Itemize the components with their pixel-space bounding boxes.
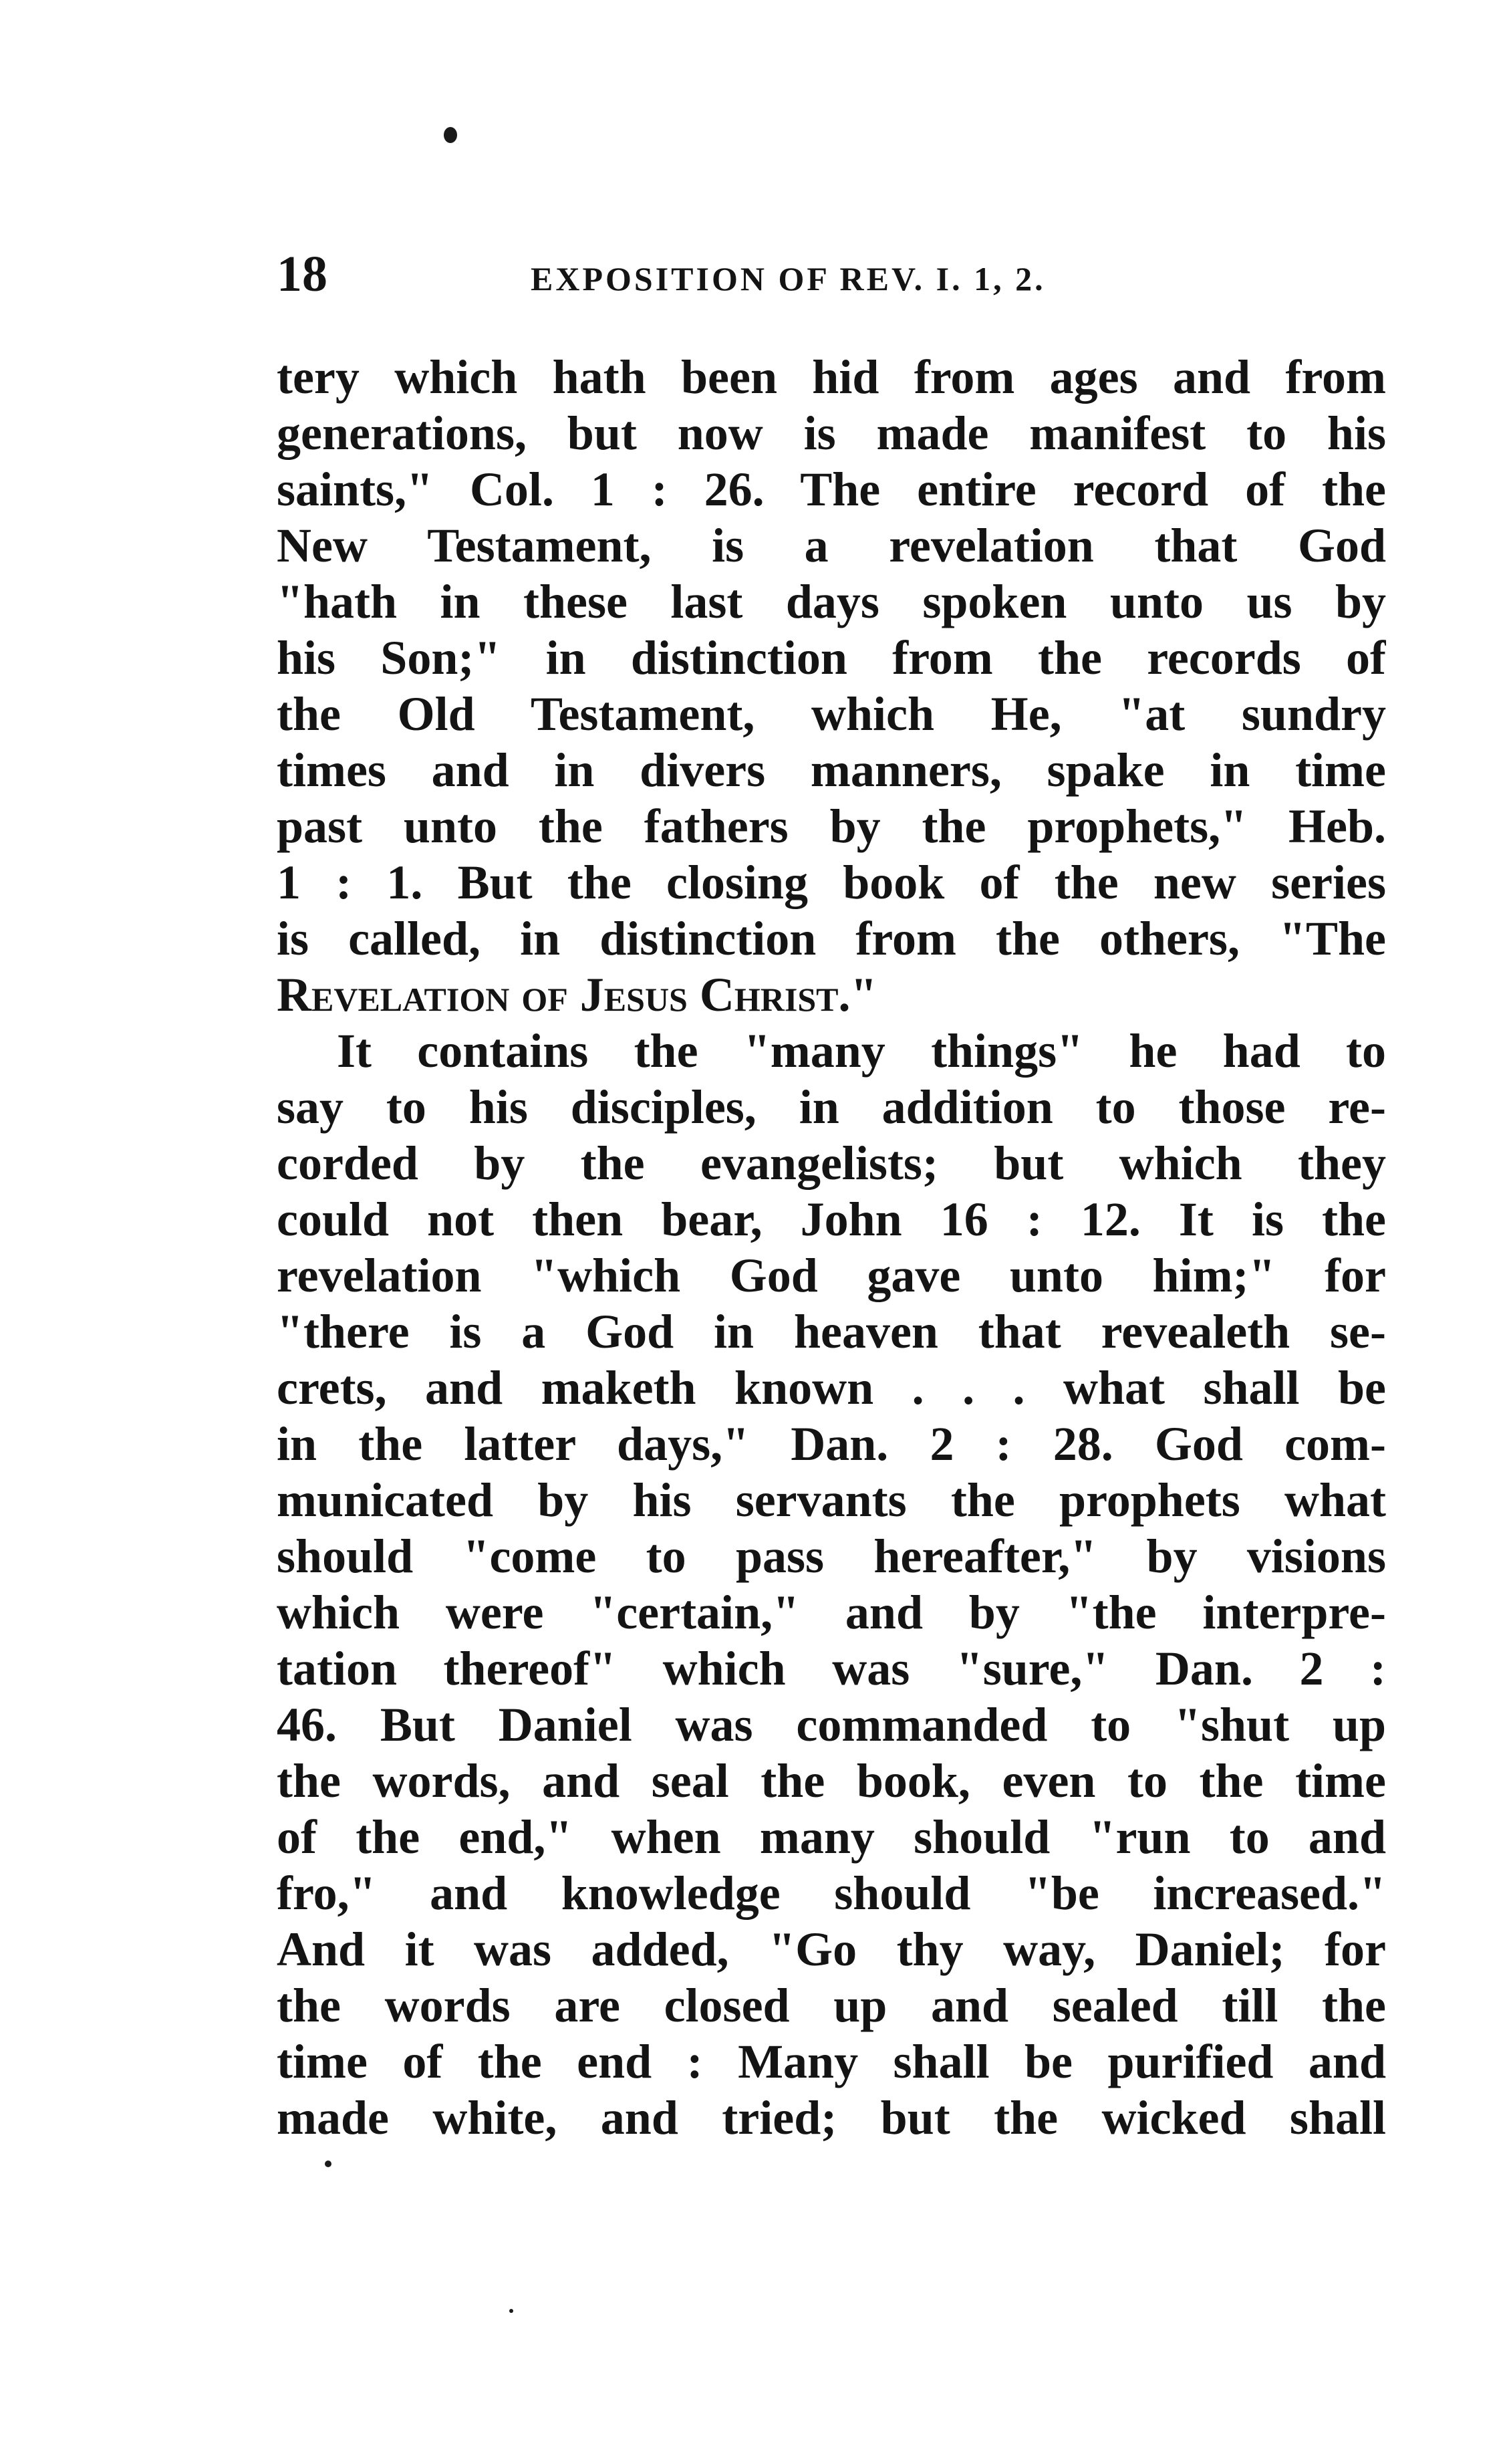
text-line: the words are closed up and sealed till the [277,1979,1386,2032]
text-line: of the end," when many should "run to and [277,1810,1386,1864]
page-header [277,241,1386,307]
text-line: saints," Col. 1 : 26. The entire record of the [277,463,1386,516]
text-line: municated by his servants the prophets what [277,1473,1386,1527]
text-line: revelation "which God gave unto him;" for [277,1249,1386,1302]
text-line: could not then bear, John 16 : 12. It is the [277,1193,1386,1246]
text-line: crets, and maketh known . . . what shall be [277,1361,1386,1414]
ink-speck-bottom-small [509,2309,513,2313]
text-line: the Old Testament, which He, "at sundry [277,687,1386,741]
text-line: corded by the evangelists; but which they [277,1136,1386,1190]
body-text [277,349,1386,2146]
text-line: 46. But Daniel was commanded to "shut up [277,1698,1386,1751]
text-line: times and in divers manners, spake in time [277,743,1386,797]
text-line: New Testament, is a revelation that God [277,519,1386,572]
text-line: "there is a God in heaven that revealeth se- [277,1305,1386,1358]
text-line: tery which hath been hid from ages and from [277,350,1386,404]
text-line: fro," and knowledge should "be increased." [277,1866,1386,1920]
text-line: 1 : 1. But the closing book of the new series [277,856,1386,909]
text-line: the words, and seal the book, even to the time [277,1754,1386,1808]
text-line: time of the end : Many shall be purified and [277,2035,1386,2088]
ink-speck-top [444,127,457,143]
text-line: is called, in distinction from the others, "The [277,912,1386,965]
text-line: his Son;" in distinction from the records of [277,631,1386,685]
text-line: And it was added, "Go thy way, Daniel; for [277,1923,1386,1976]
text-line: in the latter days," Dan. 2 : 28. God com- [277,1417,1386,1471]
text-line: "hath in these last days spoken unto us by [277,575,1386,628]
ink-speck-bottom [325,2161,331,2167]
text-line: should "come to pass hereafter," by visions [277,1529,1386,1583]
text-line: say to his disciples, in addition to those re- [277,1080,1386,1134]
page-number: 18 [277,246,327,302]
text-line: which were "certain," and by "the interpre- [277,1586,1386,1639]
text-line: generations, but now is made manifest to his [277,406,1386,460]
paragraph-start-line: It contains the "many things" he had to [337,1024,1386,1078]
text-line: made white, and tried; but the wicked shall [277,2091,1386,2144]
text-line: tation thereof" which was "sure," Dan. 2 : [277,1642,1386,1695]
running-head: EXPOSITION OF REV. I. 1, 2. [531,260,1046,297]
text-line: past unto the fathers by the prophets," Heb. [277,799,1386,853]
text-line-book-title: Revelation of Jesus Christ." [277,968,877,1021]
